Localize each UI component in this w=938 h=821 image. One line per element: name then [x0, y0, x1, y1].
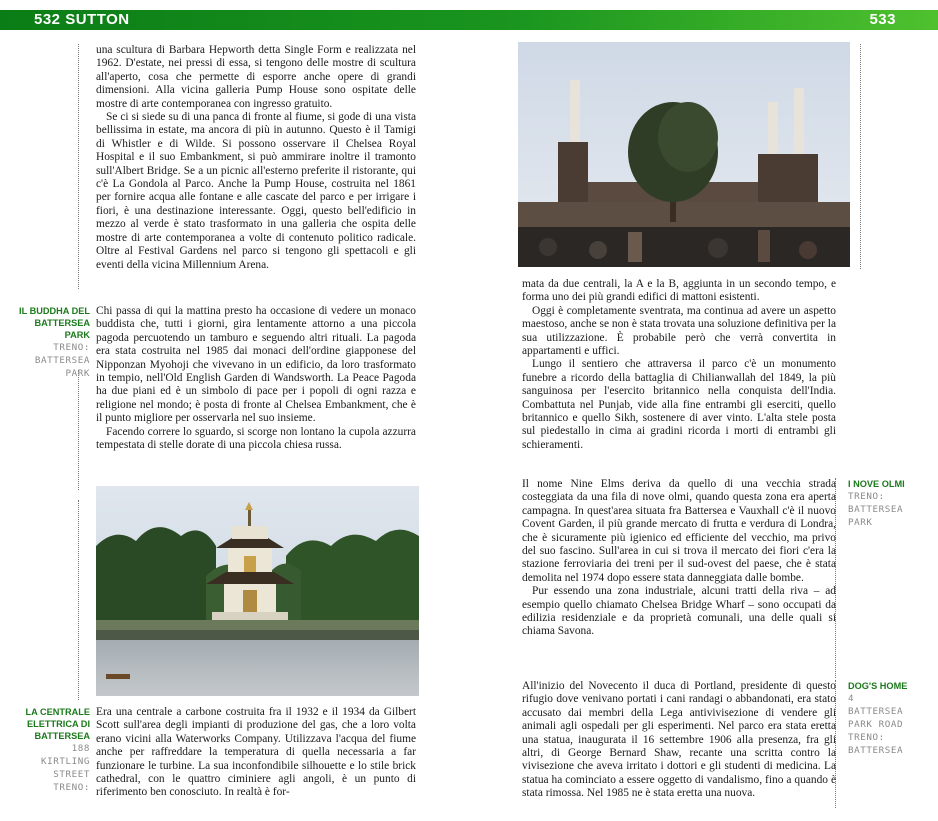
centrale-text-block — [96, 706, 416, 800]
sidebar-title: IL BUDDHA DEL BATTERSEA PARK — [19, 306, 90, 340]
paragraph: una scultura di Barbara Hepworth detta Single Form e realizzata nel 1962. D'estate, nei pressi di essa, si tengono delle mostre di scultura all'aperto, cosa che permette di esporre anche opere di grandi dimensioni. Alla vicina galleria Pump House sono ospitate delle mostre di arte contemporanea con ingresso gratuito. — [96, 44, 416, 110]
margin-rule — [78, 44, 79, 289]
paragraph: Se ci si siede su di una panca di fronte al fiume, si gode di una vista bellissima in estate, ma ancora di più in autunno. Questo è il Tamigi di Whistler e di Wilde. Si possono osservare il Chelsea Royal Hospital e il suo Embankment, si può ammirare inoltre il tramonto sull'Albert Bridge. Se a un picnic all'esterno preferite il ristorante, qui c'è La Gondola al Parco. Anche la Pump House, costruita nel 1861 per fornire acqua alle fontane e alle cascate del parco e per irrigare i fiori, è una destinazione interessante. Oggi, questo bell'edificio in mezzo al verde è stato trasformato in una galleria che ospita delle mostre di arte contemporanea a volte di contenuto politico radicale. Oltre al Festival Gardens nel parco si tengono gli spettacoli e gli eventi della vicina Millennium Arena. — [96, 111, 416, 271]
page-header-bar — [0, 10, 938, 30]
left-page-number: 532 SUTTON — [34, 11, 130, 28]
sidebar-info: BATTERSEA — [848, 504, 904, 515]
sidebar-info: PARK — [65, 368, 90, 379]
sidebar-info: BATTERSEA — [34, 355, 90, 366]
right-page-number: 533 — [869, 11, 896, 28]
centrale-continued-text-block — [522, 278, 836, 452]
paragraph: Il nome Nine Elms deriva da quello di una vecchia strada costeggiata da una fila di nove olmi, quando questa zona era aperta campagna. In quest'area situata fra Battersea e Vauxhall c'è il nuovo Covent Garden, il più grande mercato di frutta e verdura di Londra, che è sicuramente più igienico ed efficiente del vecchio, ma privo del suo fascino. Sull'area in cui si trova il mercato dei fiori c'era la stazione ferroviaria dei treni per il sud-ovest del paese, che è stata demolita nel 1974 dopo essere stata danneggiata dalle bombe. — [522, 478, 836, 584]
paragraph: All'inizio del Novecento il duca di Portland, presidente di questo rifugio dove venivano portati i cani randagi o abbandonati, era stato accusato dai membri della Lega antivivisezione di vendere gli animali agli ospedali per gli esperimenti. Nel parco era stata eretta una statua, inaugurata il 16 settembre 1906 alla presenza, fra gli altri, di George Bernard Shaw, recante una scritta contro la vivisezione che aveva irritato i dottori e gli studenti di medicina. La statua ha cominciato a essere oggetto di vandalismo, fino a quando è stata rimossa. Nel 1985 ne è stata eretta una nuova. — [522, 680, 836, 800]
sidebar-info: 188 — [71, 743, 90, 754]
battersea-power-station-photo — [518, 42, 850, 267]
sidebar-info: PARK — [848, 517, 873, 528]
dogs-home-text-block — [522, 680, 836, 801]
paragraph: Lungo il sentiero che attraversa il parco c'è un monumento funebre a ricordo della battaglia di Chilianwallah del 1849, la più sanguinosa per l'esercito britannico nella conquista dell'India. Combattuta nel Punjab, vide alla fine entrambi gli eserciti, quello britannico e quello Sikh, sostenere di aver vinto. L'alta stele posta sul piedestallo in cima ai gradini ricorda i morti di entrambi gli schieramenti. — [522, 358, 836, 451]
sidebar-info: KIRTLING — [40, 756, 90, 767]
paragraph: Era una centrale a carbone costruita fra il 1932 e il 1934 da Gilbert Scott sull'area degli impianti di produzione del gas, che a loro volta erano vicini alla Waterworks Company. Utilizzava l'acqua del fiume anche per raffreddare la temperatura di quella necessaria a far funzionare le turbine. La sua inconfondibile silhouette e lo stile brick cathedral, con le quattro ciminiere agli angoli, è un punto di riferimento ben conosciuto. In realtà è for- — [96, 706, 416, 799]
margin-rule — [78, 370, 79, 490]
sidebar-info: TRENO: — [848, 491, 885, 502]
buddha-text-block — [96, 305, 416, 452]
margin-rule — [78, 500, 79, 700]
sidebar-info: BATTERSEA — [848, 706, 904, 717]
sidebar-info: 4 — [848, 693, 855, 704]
sidebar-title: DOG'S HOME — [848, 681, 908, 691]
sidebar-info: TRENO: — [53, 782, 90, 793]
margin-rule — [860, 44, 861, 269]
paragraph: Chi passa di qui la mattina presto ha occasione di vedere un monaco buddista che, tutti i giorni, gira lentamente attorno a una piccola pagoda percuotendo un tamburo e seguendo altri rituali. La pagoda era stata costruita nel 1985 dai monaci dell'ordine giapponese del Nipponzan Myohoji che vivevano in un edificio, da loro trasformato in tempio, nell'Old English Garden di Wandsworth. La Peace Pagoda ha due piani ed è un simbolo di pace per i popoli di ogni razza e religione nel mondo; è posta di fronte al Chelsea Embankment, che è il punto migliore per osservarla nel suo insieme. — [96, 305, 416, 425]
peace-pagoda-photo — [96, 486, 419, 696]
sidebar-info: BATTERSEA — [848, 745, 904, 756]
paragraph: Pur essendo una zona industriale, alcuni tratti della riva – ad esempio quello chiamato Chelsea Bridge Wharf – sono occupati da edilizia residenziale e da proprietà comunali, una delle quali si chiama Savona. — [522, 585, 836, 638]
sidebar-dogs-home — [848, 680, 938, 757]
pagoda-illustration — [96, 486, 419, 696]
sidebar-buddha — [8, 305, 90, 380]
sidebar-nove-olmi — [848, 478, 938, 529]
paragraph: mata da due centrali, la A e la B, aggiunta in un secondo tempo, e forma uno dei più grandi edifici di mattoni esistenti. — [522, 278, 836, 304]
olmi-text-block — [522, 478, 836, 639]
sidebar-centrale — [8, 706, 90, 794]
sidebar-title: LA CENTRALE ELETTRICA DI BATTERSEA — [25, 707, 90, 741]
sidebar-info: TRENO: — [848, 732, 885, 743]
paragraph: Facendo correre lo sguardo, si scorge non lontano la cupola azzurra tempestata di stelle dorate di una piccola chiesa russa. — [96, 425, 416, 452]
sidebar-info: TRENO: — [53, 342, 90, 353]
paragraph: Oggi è completamente sventrata, ma continua ad avere un aspetto maestoso, anche se non è stata trovata una soluzione definitiva per la sua utilizzazione. È probabile però che verrà convertita in appartamenti e uffici. — [522, 304, 836, 358]
sidebar-info: STREET — [53, 769, 90, 780]
sidebar-info: PARK ROAD — [848, 719, 904, 730]
sidebar-title: I NOVE OLMI — [848, 479, 905, 489]
intro-text-block — [96, 44, 416, 272]
power-station-illustration — [518, 42, 850, 267]
